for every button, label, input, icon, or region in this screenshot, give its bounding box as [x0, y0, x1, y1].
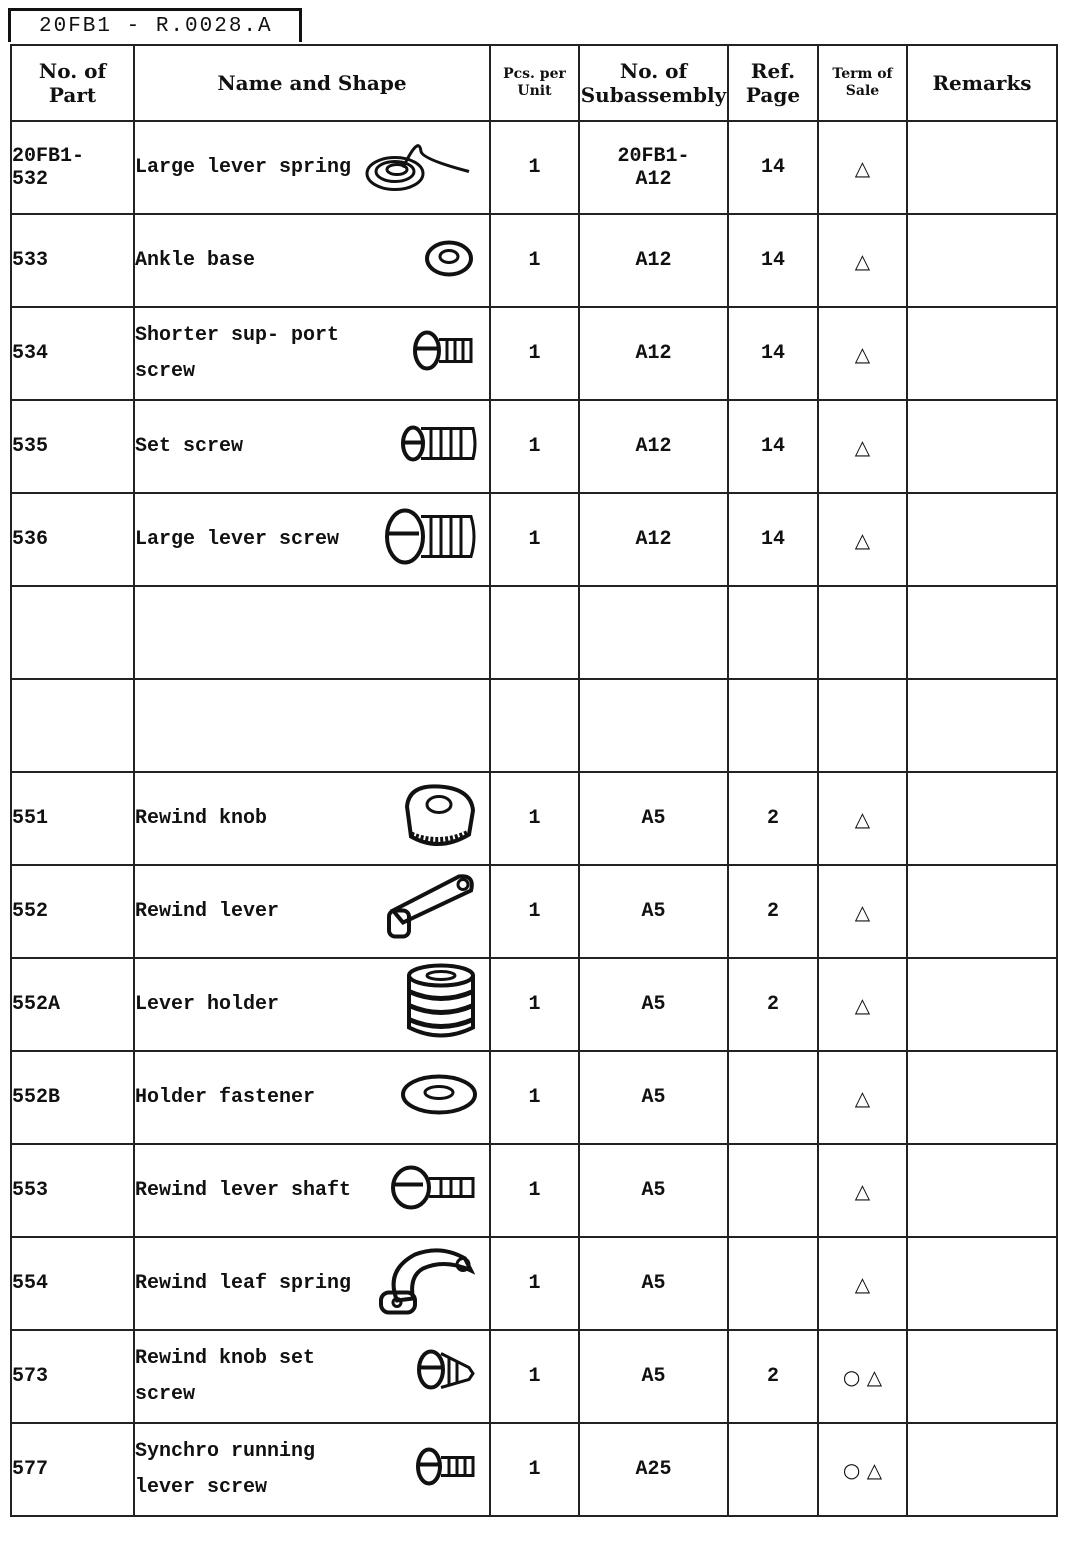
term-of-sale-cell: △ [818, 1237, 907, 1330]
header-row [11, 45, 1057, 121]
term-of-sale-cell: △ [818, 1144, 907, 1237]
subassembly-number: A5 [641, 1365, 666, 1388]
remarks-cell [907, 865, 1057, 958]
part-name: Shorter sup- port screw [135, 323, 340, 383]
subassembly-number: A12 [635, 342, 672, 365]
pcs-per-unit-cell: 1 [490, 1237, 579, 1330]
ref-page-cell [728, 1144, 818, 1237]
subassembly-number: A12 [635, 167, 672, 191]
subassembly-prefix: 20FB1- [617, 144, 690, 168]
part-name: Rewind leaf spring [135, 1271, 352, 1295]
part-number: 534 [12, 342, 49, 365]
subassembly-number: A5 [641, 807, 666, 830]
subassembly-cell [579, 121, 728, 214]
table-row [11, 1237, 1057, 1330]
remarks-cell [907, 400, 1057, 493]
header-remarks: Remarks [907, 45, 1057, 121]
name-shape-cell [134, 1423, 490, 1516]
remarks-cell [907, 493, 1057, 586]
ref-page-cell [728, 1237, 818, 1330]
part-number: 552B [12, 1086, 61, 1109]
empty-cell [818, 586, 907, 679]
part-number: 535 [12, 435, 49, 458]
ref-page-cell: 2 [728, 865, 818, 958]
name-shape-cell [134, 493, 490, 586]
empty-cell [490, 679, 579, 772]
ref-page-cell [728, 1423, 818, 1516]
part-number: 573 [12, 1365, 49, 1388]
term-of-sale-cell: △ [818, 121, 907, 214]
remarks-cell [907, 1051, 1057, 1144]
subassembly-cell [579, 1330, 728, 1423]
part-name: Ankle base [135, 248, 256, 272]
part-name: Rewind lever shaft [135, 1178, 352, 1202]
pcs-per-unit-cell: 1 [490, 307, 579, 400]
part-number-cell [11, 1144, 134, 1237]
name-shape-cell [134, 1144, 490, 1237]
pcs-per-unit-cell: 1 [490, 1423, 579, 1516]
table-row [11, 958, 1057, 1051]
part-name: Rewind lever [135, 899, 280, 923]
name-shape-cell [134, 307, 490, 400]
part-number-cell [11, 1423, 134, 1516]
pcs-per-unit-cell: 1 [490, 1051, 579, 1144]
subassembly-cell [579, 307, 728, 400]
remarks-cell [907, 1144, 1057, 1237]
remarks-cell [907, 1423, 1057, 1516]
remarks-cell [907, 958, 1057, 1051]
empty-cell [11, 586, 134, 679]
ref-page-cell [728, 1051, 818, 1144]
subassembly-cell [579, 1423, 728, 1516]
subassembly-number: A12 [635, 435, 672, 458]
pcs-per-unit-cell: 1 [490, 400, 579, 493]
name-shape-cell [134, 772, 490, 865]
part-name: Lever holder [135, 992, 280, 1016]
name-shape-cell [134, 214, 490, 307]
pcs-per-unit-cell: 1 [490, 865, 579, 958]
name-shape-cell [134, 865, 490, 958]
term-of-sale-cell: △ [818, 493, 907, 586]
part-number: 533 [12, 249, 49, 272]
small-screw-icon [415, 1443, 479, 1496]
part-number: 532 [12, 167, 49, 191]
lever-icon [379, 868, 479, 955]
empty-cell [907, 586, 1057, 679]
remarks-cell [907, 1237, 1057, 1330]
remarks-cell [907, 1330, 1057, 1423]
empty-cell [579, 679, 728, 772]
subassembly-cell [579, 958, 728, 1051]
subassembly-cell [579, 772, 728, 865]
header-pcs-per-unit: Pcs. per Unit [490, 45, 579, 121]
pcs-per-unit-cell: 1 [490, 1330, 579, 1423]
ref-page-cell: 2 [728, 772, 818, 865]
part-name: Rewind knob [135, 806, 268, 830]
term-of-sale-cell: △ [818, 958, 907, 1051]
header-subassembly-no: No. of Subassembly [579, 45, 728, 121]
remarks-cell [907, 307, 1057, 400]
part-number: 552A [12, 993, 61, 1016]
part-name: Synchro running lever screw [135, 1439, 316, 1499]
large-screw-icon [383, 506, 479, 573]
table-row [11, 1144, 1057, 1237]
part-number-cell [11, 493, 134, 586]
leaf-spring-icon [375, 1240, 479, 1327]
table-row [11, 772, 1057, 865]
subassembly-number: A5 [641, 1179, 666, 1202]
pcs-per-unit-cell: 1 [490, 214, 579, 307]
flat-washer-icon [399, 1072, 479, 1123]
table-row [11, 865, 1057, 958]
term-of-sale-cell: ○ △ [818, 1423, 907, 1516]
pcs-per-unit-cell: 1 [490, 1144, 579, 1237]
term-of-sale-cell: △ [818, 400, 907, 493]
part-number-cell [11, 307, 134, 400]
part-number-cell [11, 121, 134, 214]
part-name: Large lever screw [135, 527, 340, 551]
table-row [11, 307, 1057, 400]
term-of-sale-cell: △ [818, 1051, 907, 1144]
subassembly-cell [579, 493, 728, 586]
ref-page-cell: 2 [728, 1330, 818, 1423]
term-of-sale-cell: ○ △ [818, 1330, 907, 1423]
term-of-sale-cell: △ [818, 865, 907, 958]
short-screw-icon [409, 325, 479, 382]
set-screw-icon [399, 420, 479, 473]
part-name: Rewind knob set screw [135, 1346, 316, 1406]
part-number: 552 [12, 900, 49, 923]
parts-table [10, 44, 1058, 1517]
header-term-of-sale: Term of Sale [818, 45, 907, 121]
empty-cell [728, 586, 818, 679]
term-of-sale-cell: △ [818, 214, 907, 307]
part-number-cell [11, 772, 134, 865]
subassembly-number: A5 [641, 900, 666, 923]
remarks-cell [907, 121, 1057, 214]
part-number: 577 [12, 1458, 49, 1481]
part-name: Set screw [135, 434, 244, 458]
table-row [11, 1051, 1057, 1144]
empty-cell [579, 586, 728, 679]
header-part-no: No. of Part [11, 45, 134, 121]
document-code: 20FB1 - R.0028.A [8, 8, 302, 42]
subassembly-number: A5 [641, 1086, 666, 1109]
part-number-cell [11, 1330, 134, 1423]
part-number: 536 [12, 528, 49, 551]
empty-cell [134, 679, 490, 772]
table-row [11, 1330, 1057, 1423]
subassembly-number: A25 [635, 1458, 672, 1481]
knob-icon [399, 780, 479, 857]
coil-spring-icon [359, 129, 479, 206]
pcs-per-unit-cell: 1 [490, 772, 579, 865]
ref-page-cell: 2 [728, 958, 818, 1051]
name-shape-cell [134, 1330, 490, 1423]
table-row [11, 1423, 1057, 1516]
name-shape-cell [134, 958, 490, 1051]
subassembly-number: A5 [641, 1272, 666, 1295]
empty-cell [818, 679, 907, 772]
cone-screw-icon [415, 1343, 479, 1410]
subassembly-cell [579, 1051, 728, 1144]
header-ref-page: Ref. Page [728, 45, 818, 121]
part-number-cell [11, 400, 134, 493]
ref-page-cell: 14 [728, 307, 818, 400]
remarks-cell [907, 214, 1057, 307]
name-shape-cell [134, 1237, 490, 1330]
holder-icon [403, 961, 479, 1048]
empty-cell [490, 586, 579, 679]
subassembly-cell [579, 1237, 728, 1330]
part-name: Holder fastener [135, 1085, 316, 1109]
table-row [11, 679, 1057, 772]
name-shape-cell [134, 1051, 490, 1144]
table-row [11, 586, 1057, 679]
part-number-cell [11, 1237, 134, 1330]
subassembly-number: A12 [635, 249, 672, 272]
table-row [11, 493, 1057, 586]
part-name: Large lever spring [135, 155, 352, 179]
subassembly-cell [579, 214, 728, 307]
ref-page-cell: 14 [728, 493, 818, 586]
term-of-sale-cell: △ [818, 772, 907, 865]
empty-cell [728, 679, 818, 772]
ref-page-cell: 14 [728, 121, 818, 214]
pcs-per-unit-cell: 1 [490, 121, 579, 214]
table-row [11, 121, 1057, 214]
part-number: 554 [12, 1272, 49, 1295]
name-shape-cell [134, 121, 490, 214]
empty-cell [134, 586, 490, 679]
part-number-cell [11, 958, 134, 1051]
remarks-cell [907, 772, 1057, 865]
washer-icon [419, 232, 479, 289]
ref-page-cell: 14 [728, 214, 818, 307]
ref-page-cell: 14 [728, 400, 818, 493]
subassembly-number: A5 [641, 993, 666, 1016]
part-prefix: 20FB1- [12, 144, 85, 168]
parts-table-body [11, 121, 1057, 1516]
table-row [11, 400, 1057, 493]
part-number-cell [11, 865, 134, 958]
term-of-sale-cell: △ [818, 307, 907, 400]
table-row [11, 214, 1057, 307]
subassembly-cell [579, 400, 728, 493]
shaft-screw-icon [389, 1162, 479, 1219]
part-number: 551 [12, 807, 49, 830]
part-number-cell [11, 214, 134, 307]
name-shape-cell [134, 400, 490, 493]
subassembly-number: A12 [635, 528, 672, 551]
pcs-per-unit-cell: 1 [490, 958, 579, 1051]
part-number: 553 [12, 1179, 49, 1202]
header-name-shape: Name and Shape [134, 45, 490, 121]
subassembly-cell [579, 865, 728, 958]
empty-cell [11, 679, 134, 772]
subassembly-cell [579, 1144, 728, 1237]
pcs-per-unit-cell: 1 [490, 493, 579, 586]
empty-cell [907, 679, 1057, 772]
part-number-cell [11, 1051, 134, 1144]
